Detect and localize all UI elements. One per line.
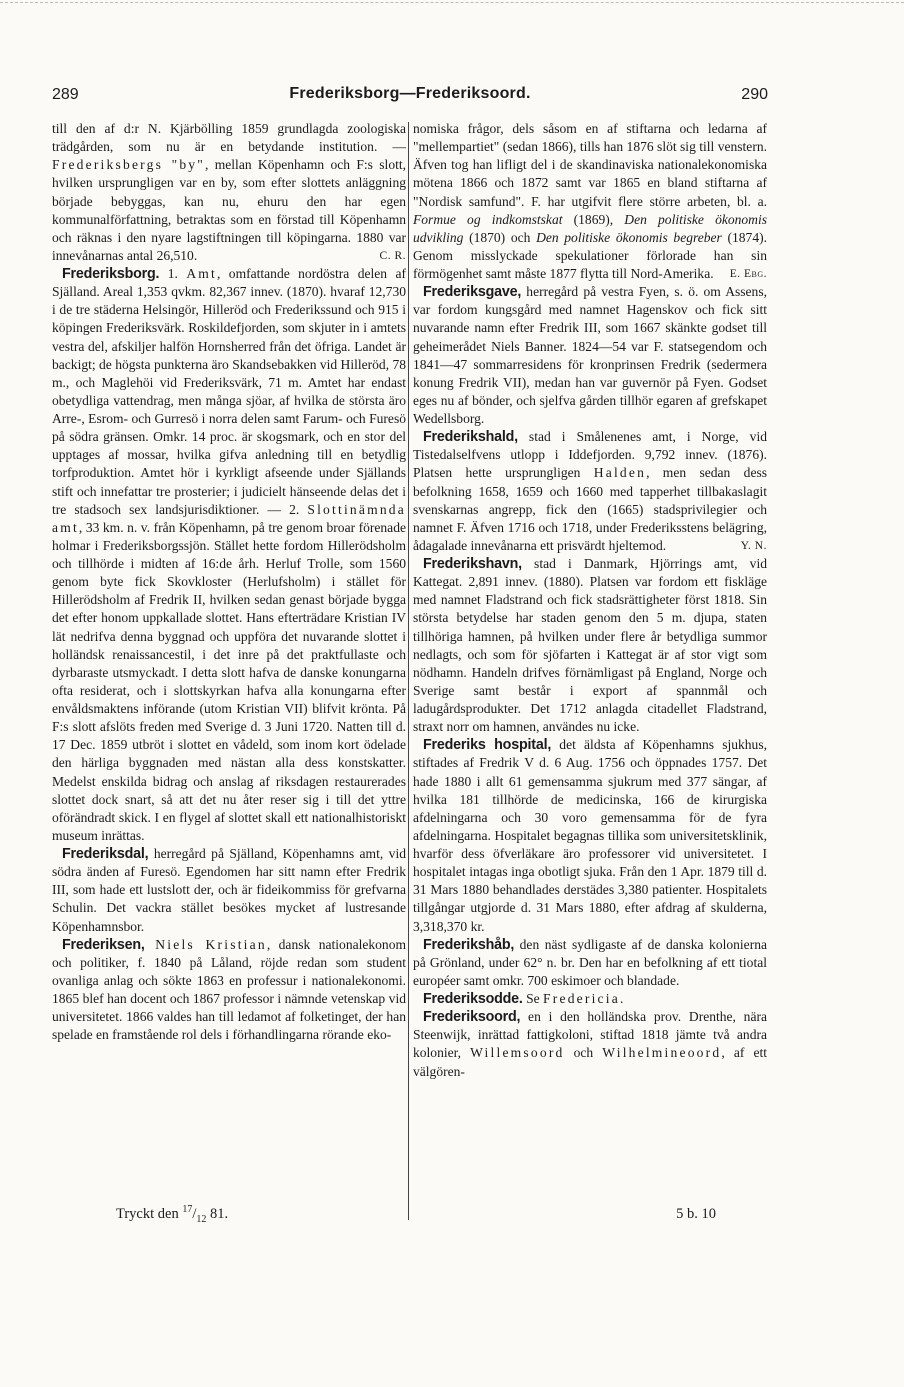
- left-column: [52, 120, 406, 1208]
- page-header: [52, 86, 768, 110]
- headword: Frederiksgave,: [423, 284, 522, 301]
- frederiksberg-term: Frederiksbergs "by": [52, 157, 206, 173]
- entry-frederiksoord: Frederiksoord, en i den holländska prov. Drenthe, nära Steenwijk, inrättad fattigkoloni, stiftad 1818 jämte två andra kolonier, Willemsoord och Wilhelmineoord, af ett välgören-: [413, 1009, 767, 1079]
- author-signature: Y. N.: [740, 539, 767, 552]
- author-signature: E. Ebg.: [729, 268, 767, 280]
- headword: Frederikshald,: [423, 429, 518, 446]
- headword: Frederikshavn,: [423, 556, 522, 572]
- print-date: Tryckt den $^{17}/_{12}$ 81.: [116, 1204, 229, 1225]
- headword: Frederiksdal,: [62, 846, 149, 862]
- headword: Frederiksen,: [62, 936, 145, 953]
- right-column: [413, 120, 767, 1208]
- top-border-line: [0, 2, 904, 3]
- page-footer: [52, 1206, 768, 1226]
- headword: Frederiksodde.: [423, 991, 523, 1007]
- entry-frederiksen: Frederiksen, Niels Kristian, dansk nationalekonom och politiker, f. 1840 på Låland, röjde redan som student ovanliga anlag och sökte 1863 en professur i nationalekonomi. 1865 blef han docent och 1867 professor i nämnde vetenskap vid universitetet. 1866 valdes han till ledamot af folketinget, der han spelade en framstående rol dels i förhandlingarna rörande eko-: [52, 936, 406, 1043]
- signature-mark: 5 b. 10: [676, 1206, 716, 1222]
- headword: Frederikshåb,: [423, 936, 515, 953]
- cross-reference: Fredericia: [543, 991, 620, 1006]
- entry-frederiksen-continued: nomiska frågor, dels såsom en af stiftarna och ledarna af "mellempartiet" (sedan 1866), tills han 1876 slöt sig till venstern. Äfven tog han lifligt del i de skandinaviska nationalekonomiska mötena 1866 och 1872 samt var 1865 en bland stiftarna af "Nordisk samfund". F. har utgifvit flere större arbeten, bl. a. Formue og indkomstskat (1869), Den politiske ökonomis udvikling (1870) och Den politiske ökonomis begreber (1874). Genom misslyckade spekulationer förlorade han sin förmögenhet samt måste 1877 flytta till Nord-Amerika. E. Ebg.: [413, 120, 767, 283]
- column-divider: [408, 122, 409, 1220]
- entry-frederiksgave: Frederiksgave, herregård på vestra Fyen, s. ö. om Assens, var fordom kungsgård med namnet Hagenskov och fick sitt nuvarande namn efter Fredrik III, som 1667 skänkte godset till geheimerådet Niels Banner. 1824—54 var F. statsegendom och 1841—47 sommarresidens för kronprinsen Fredrik (sedermera konung Fredrik VII), medan han var guvernör på Fyen. Godset eges nu af bönder, och sjelfva gården tillhör egaren af grefskapet Wedellsborg.: [413, 284, 767, 426]
- entry-frederikshab: Frederikshåb, den näst sydligaste af de danska kolonierna på Grönland, under 62° n. br. Den har en befolkning af ett tiotal européer samt omkr. 700 eskimoer och blandade.: [413, 936, 767, 988]
- headword: Frederiksoord,: [423, 1009, 521, 1026]
- entry-frederiksdal: Frederiksdal, herregård på Själland, Köpenhamns amt, vid södra änden af Furesö. Egendomen har sitt namn efter Fredrik III, som hade ett lustslott der, och är fideikommiss för grefvarna Schulin. Det vackra stället besökes mycket af lustresande Köpenhamnsbor.: [52, 846, 406, 934]
- entry-frederikshald: Frederikshald, stad i Smålenenes amt, i Norge, vid Tistedalselfvens utlopp i Iddefjorden. 9,792 innev. (1876). Platsen hette ursprungligen Halden, men sedan dess befolkning 1658, 1659 och 1660 med tapperhet tillbakaslagit svenskarnas angrepp, fick den (1665) stadsprivilegier och namnet F. Äfven 1716 och 1718, under Frederiksstens belägring, ådagalade innevånarna ett prisvärdt hjeltemod. Y. N.: [413, 428, 767, 555]
- entry-continuation: till den af d:r N. Kjärbölling 1859 grundlagda zoologiska trädgården, som nu är en betydande institution. — Frederiksbergs "by", mellan Köpenhamn och F:s slott, hvilken ursprungligen var en by, som efter slottets anläggning började bebyggas, kan nu, ehuru den har egen kommunalförfattning, betraktas som en förstad till Köpenhamn och räknas i den nyare lagstiftningen till köpingarna. 1880 var innevånarnas antal 26,510. C. R.: [52, 120, 406, 265]
- page-number-right: 290: [741, 86, 768, 103]
- headword: Frederiksborg.: [62, 266, 160, 282]
- entry-frederiksborg: Frederiksborg. 1. Amt, omfattande nordöstra delen af Själland. Areal 1,353 qvkm. 82,367 innev. (1870). hvaraf 12,730 i de tre städerna Helsingör, Hilleröd och Frederikssund och 915 i köpingen Frederiksvärk. Roskildefjorden, som skjuter in i amtets vestra del, afskiljer halfön Hornsherred från det öfriga. Landet är backigt; de högsta punkterna äro Skandsebakken vid Hilleröd, 78 m., och Maglehöi vid Frederiksvärk, 71 m. Amtet har endast obetydliga vattendrag, men många sjöar, af hvilka de största äro Arre-, Esrom- och Gurresö i norra delen samt Farum- och Furesö på södra gränsen. Omkr. 14 proc. är skogsmark, och en stor del upptages af mossar, hvilka gifva anledning till en betydlig torfproduktion. Amtet hör i kyrkligt afseende under Själlands stift och innefattar tre prosterier; i judicielt hänseende delas det i tre stadsoch sex landsjurisdiktioner. — 2. Slottinämnda amt, 33 km. n. v. från Köpenhamn, på tre genom broar förenade holmar i Frederiksborgssjön. Stället hette fordom Hillerödsholm och tillhörde i midten af 16:de årh. Herluf Trolle, som 1560 genom byte fick Skovkloster (Herlufsholm) i stället för Hillerödsholm af Fredrik II, hvilken sedan genast började bygga det efter honom uppkallade slottet. Hans efterträdare Kristian IV lät nedrifva denna byggnad och uppföra det nuvarande slottet i holländsk renaissancestil, i det inre på det praktfullaste och dyrbaraste utsmyckadt. I detta slott hafva de danske konungarna ofta residerat, och i slottskyrkan hafva alla konungarna efter envåldsmaktens införande (utom Kristian VII) blifvit krönta. På F:s slott afslöts freden med Sverige d. 3 Juni 1720. Natten till d. 17 Dec. 1859 utbröt i slottet en vådeld, som inom kort ödelade den härliga byggnaden med nästan alla dess konstskatter. Medelst enskilda bidrag och anslag af riksdagen restaurerades slottet dock snart, så att det nu åter reser sig i till det yttre oförändradt skick. I en flygel af slottet skall ett nationalhistoriskt museum inrättas.: [52, 266, 406, 843]
- page-number-left: 289: [52, 86, 79, 103]
- author-signature: C. R.: [379, 249, 406, 262]
- entry-frederiks-hospital: Frederiks hospital, det äldsta af Köpenhamns sjukhus, stiftades af Fredrik V d. 6 Aug. 1756 och öppnades 1757. Det hade 1880 i allt 61 gemensamma sjukrum med 377 sängar, af hvilka 181 tillhörde de medicinska, 166 de kirurgiska afdelningarna och 30 voro gemensamma för de fyra afdelningarna. Hospitalet begagnas tillika som universitetsklinik, hvarför dess öfverläkare äro professorer vid universitetet. I hospitalet intagas inga obotligt sjuka. Från den 1 Apr. 1879 till d. 31 Mars 1880 behandlades derstädes 3,380 patienter. Hospitalets tillgångar utgjorde d. 31 Mars 1880, efter afdrag af skulderna, 3,318,370 kr.: [413, 737, 767, 934]
- headword: Frederiks hospital,: [423, 737, 552, 754]
- running-title: Frederiksborg—Frederiksoord.: [289, 85, 531, 102]
- entry-frederiksodde: Frederiksodde. Se Fredericia.: [423, 991, 624, 1007]
- entry-frederikshavn: Frederikshavn, stad i Danmark, Hjörrings amt, vid Kattegat. 2,891 innev. (1880). Platsen var fordom ett fiskläge med namnet Fladstrand och fick stadsrättigheter först 1818. Sin största betydelse har staden genom den 5 m. djupa, staten tillhöriga hamnen, på hvilken under flere år betydliga summor nedlagts, och som för sjöfarten i Kattegat är af stor vigt som nödhamn. Handeln drifves förnämligast på England, Norge och Sverige samt består i export af spannmål och ladugårdsprodukter. Det 1712 anlagda citadellet Fladstrand, straxt norr om hamnen, användes nu icke.: [413, 556, 767, 735]
